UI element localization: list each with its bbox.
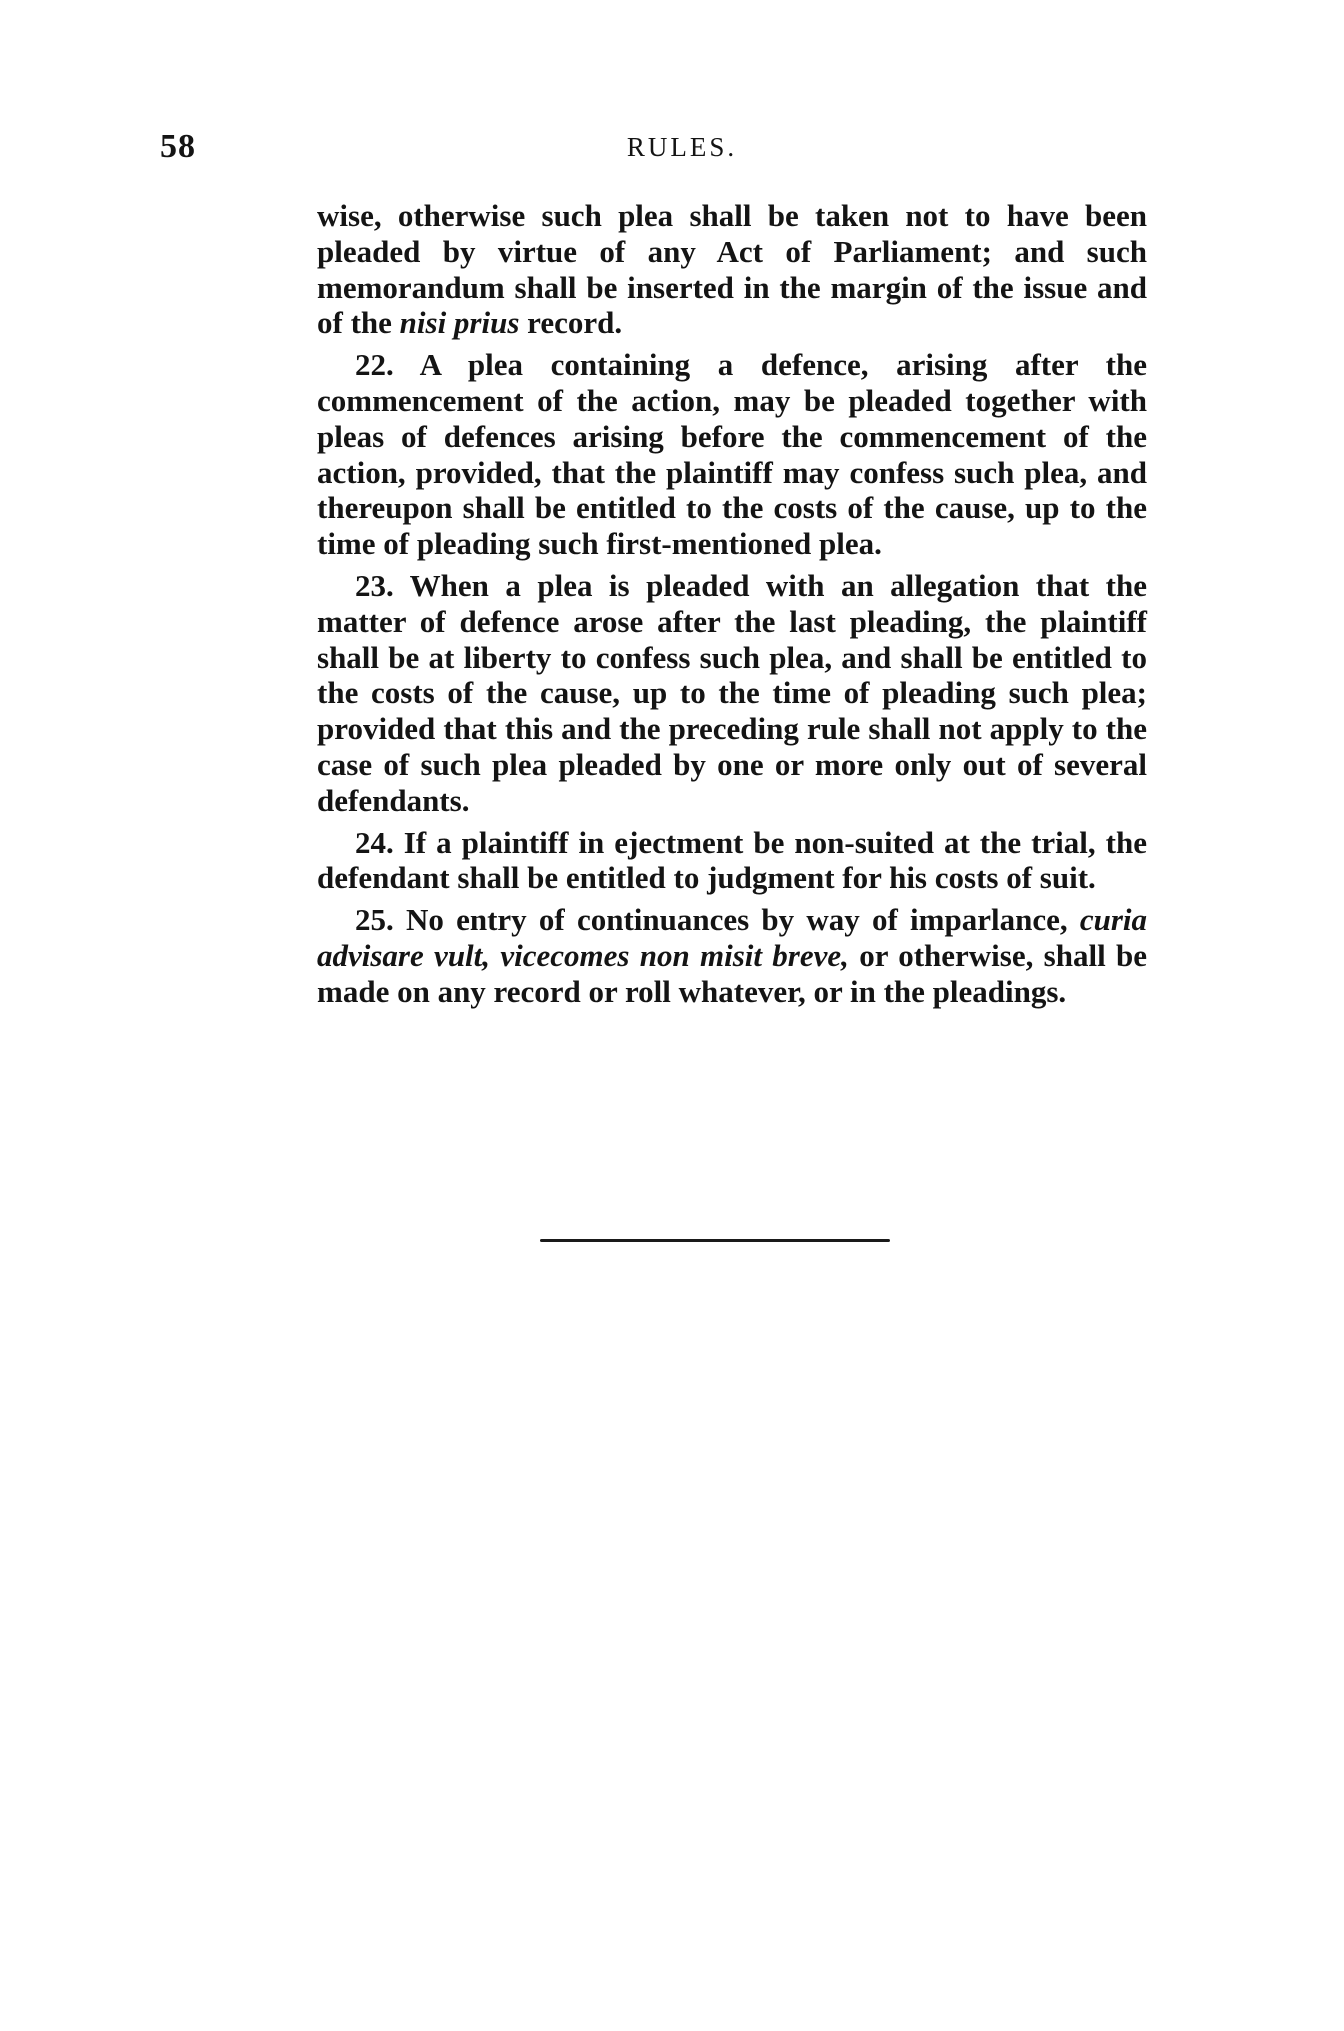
end-rule-divider — [540, 1239, 890, 1242]
italic-phrase: curia advisare vult, vicecomes non misit breve, — [317, 902, 1147, 973]
paragraph-text: wise, otherwise such plea shall be taken not to have been pleaded by virtue of any Act of Parliament; and such memorandum shall be inserted in the margin of the issue and of the — [317, 198, 1147, 341]
rule-22 — [317, 347, 1147, 562]
paragraph-text: No entry of continuances by way of imparlance, — [393, 902, 1080, 938]
body-text — [317, 198, 1147, 1016]
paragraph-text: When a plea is pleaded with an allegation that the matter of defence arose after the last pleading, the plaintiff shall be at liberty to confess such plea, and shall be entitled to the costs of the cause, up to the time of pleading such plea; provided that this and the preceding rule shall not apply to the case of such plea pleaded by one or more only out of several defendants. — [317, 567, 1147, 818]
paragraph-text: If a plaintiff in ejectment be non-suited at the trial, the defendant shall be entitled to judgment for his costs of suit. — [317, 824, 1147, 896]
rule-number: 25. — [355, 902, 394, 938]
paragraph-tail: record. — [519, 305, 623, 341]
running-title: RULES. — [626, 132, 738, 162]
italic-phrase: nisi prius — [399, 305, 520, 341]
rule-23 — [317, 568, 1147, 819]
paragraph-continuation — [317, 198, 1147, 341]
rule-25 — [317, 902, 1147, 1009]
page-number: 58 — [160, 128, 196, 165]
rule-number: 23. — [355, 567, 394, 603]
paragraph-tail: or otherwise, shall be made on any record or roll whatever, or in the pleadings. — [317, 937, 1147, 1009]
rule-24 — [317, 825, 1147, 897]
paragraph-text: A plea containing a defence, arising after the commencement of the action, may be pleaded together with pleas of defences arising before the commencement of the action, provided, that the plaintiff may confess such plea, and thereupon shall be entitled to the costs of the cause, up to the time of pleading such first-mentioned plea. — [317, 347, 1147, 562]
rule-number: 22. — [355, 347, 394, 383]
rule-number: 24. — [355, 824, 394, 860]
running-head — [0, 128, 1344, 178]
